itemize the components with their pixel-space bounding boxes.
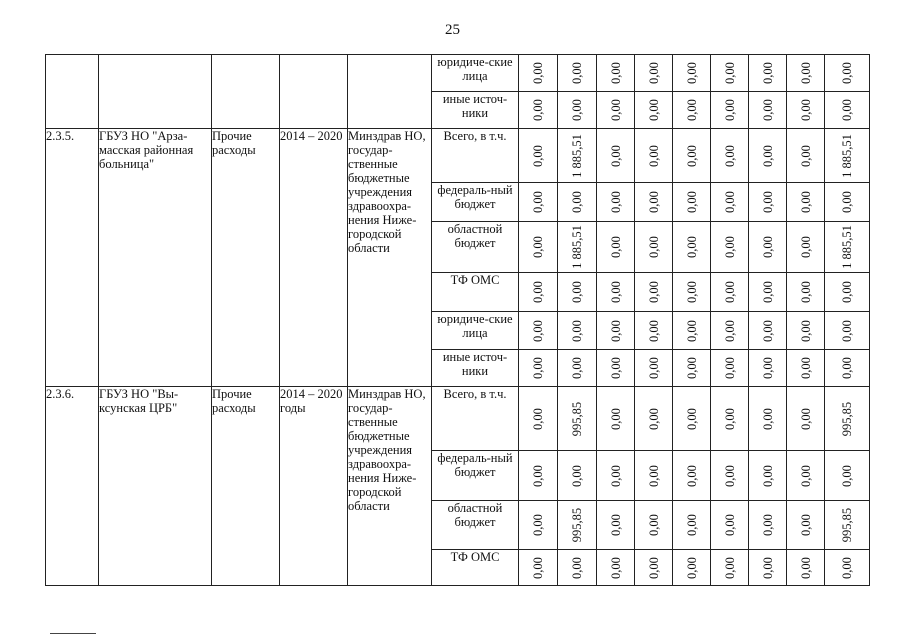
value-text: 0,00 (684, 62, 699, 84)
value-cell (519, 55, 558, 92)
value-cell (673, 273, 711, 312)
value-cell (825, 501, 870, 550)
value-cell (825, 451, 870, 501)
value-cell (787, 387, 825, 451)
value-text: 0,00 (608, 556, 623, 579)
value-text: 0,00 (531, 556, 545, 579)
funding-source: Всего, в т.ч. (432, 129, 519, 183)
organization-name: ГБУЗ НО "Арза-масская районная больница" (99, 129, 212, 387)
value-text: 1 885,51 (570, 225, 584, 269)
value-text: 0,00 (608, 236, 623, 258)
period: 2014 – 2020 (280, 129, 348, 387)
value-cell (558, 129, 597, 183)
value-cell (635, 350, 673, 387)
table-row (46, 387, 870, 451)
value-cell (635, 129, 673, 183)
value-text: 0,00 (684, 281, 699, 303)
value-cell (749, 55, 787, 92)
value-text: 0,00 (531, 464, 545, 487)
value-text: 0,00 (646, 191, 661, 213)
value-text: 0,00 (570, 357, 584, 379)
value-text: 0,00 (760, 357, 775, 379)
value-text: 0,00 (646, 357, 661, 379)
value-text: 0,00 (840, 281, 854, 303)
funding-source: юридиче-ские лица (432, 55, 519, 92)
value-cell (519, 92, 558, 129)
value-cell (673, 312, 711, 350)
value-text: 0,00 (760, 236, 775, 258)
value-text: 0,00 (531, 357, 545, 379)
value-cell (673, 222, 711, 273)
value-cell (597, 222, 635, 273)
empty-cell (212, 55, 280, 129)
value-cell (673, 183, 711, 222)
expense-type: Прочие расходы (212, 129, 280, 387)
value-text: 0,00 (722, 62, 737, 84)
value-text: 0,00 (570, 319, 584, 342)
value-text: 0,00 (684, 556, 699, 579)
value-text: 0,00 (798, 144, 813, 167)
value-cell (597, 350, 635, 387)
value-cell (749, 273, 787, 312)
value-cell (635, 501, 673, 550)
value-text: 0,00 (840, 62, 854, 84)
value-cell (519, 350, 558, 387)
value-cell (749, 92, 787, 129)
value-text: 995,85 (840, 401, 854, 436)
value-text: 0,00 (722, 319, 737, 342)
value-text: 0,00 (798, 62, 813, 84)
value-cell (749, 183, 787, 222)
value-text: 0,00 (531, 236, 545, 258)
value-text: 0,00 (570, 62, 584, 84)
value-text: 0,00 (798, 319, 813, 342)
value-cell (787, 222, 825, 273)
value-text: 0,00 (646, 281, 661, 303)
item-code: 2.3.5. (46, 129, 99, 387)
value-cell (673, 387, 711, 451)
value-cell (519, 222, 558, 273)
value-text: 0,00 (722, 144, 737, 167)
value-cell (711, 550, 749, 586)
value-text: 0,00 (798, 99, 813, 121)
value-text: 0,00 (722, 99, 737, 121)
value-text: 0,00 (722, 556, 737, 579)
value-cell (825, 183, 870, 222)
value-cell (519, 451, 558, 501)
value-text: 0,00 (608, 99, 623, 121)
value-cell (749, 387, 787, 451)
value-text: 0,00 (760, 281, 775, 303)
funding-source: областной бюджет (432, 222, 519, 273)
value-cell (519, 501, 558, 550)
value-text: 0,00 (722, 514, 737, 536)
empty-cell (99, 55, 212, 129)
value-cell (558, 451, 597, 501)
value-cell (711, 501, 749, 550)
value-text: 0,00 (760, 62, 775, 84)
value-text: 0,00 (722, 357, 737, 379)
value-cell (519, 183, 558, 222)
value-cell (749, 350, 787, 387)
value-cell (711, 55, 749, 92)
value-cell (635, 183, 673, 222)
value-cell (558, 350, 597, 387)
value-text: 0,00 (684, 319, 699, 342)
value-cell (749, 550, 787, 586)
empty-cell (348, 55, 432, 129)
value-text: 995,85 (570, 401, 584, 436)
value-text: 0,00 (840, 357, 854, 379)
value-text: 0,00 (760, 556, 775, 579)
value-cell (711, 183, 749, 222)
period: 2014 – 2020 годы (280, 387, 348, 586)
value-text: 0,00 (608, 281, 623, 303)
value-text: 0,00 (608, 357, 623, 379)
value-text: 0,00 (684, 99, 699, 121)
value-text: 1 885,51 (840, 133, 854, 178)
value-text: 0,00 (531, 191, 545, 213)
value-text: 0,00 (608, 191, 623, 213)
value-text: 0,00 (840, 191, 854, 213)
value-cell (519, 312, 558, 350)
value-cell (749, 129, 787, 183)
value-text: 0,00 (646, 514, 661, 536)
value-cell (597, 451, 635, 501)
value-text: 0,00 (760, 464, 775, 487)
value-text: 0,00 (646, 236, 661, 258)
value-cell (711, 312, 749, 350)
value-cell (787, 350, 825, 387)
value-text: 0,00 (722, 236, 737, 258)
value-text: 0,00 (608, 514, 623, 536)
value-text: 0,00 (760, 407, 775, 430)
value-cell (787, 183, 825, 222)
value-text: 1 885,51 (570, 133, 584, 178)
value-text: 995,85 (840, 507, 854, 543)
value-cell (749, 501, 787, 550)
value-cell (787, 501, 825, 550)
value-cell (558, 183, 597, 222)
value-cell (558, 92, 597, 129)
value-cell (825, 387, 870, 451)
value-cell (519, 129, 558, 183)
value-text: 0,00 (646, 62, 661, 84)
value-text: 0,00 (684, 464, 699, 487)
value-cell (635, 222, 673, 273)
value-text: 0,00 (760, 514, 775, 536)
value-cell (825, 273, 870, 312)
value-cell (635, 312, 673, 350)
funding-source: ТФ ОМС (432, 273, 519, 312)
value-cell (711, 273, 749, 312)
executor: Минздрав НО, государ-ственные бюджетные учреждения здравоохра-нения Ниже-городской области (348, 129, 432, 387)
value-cell (825, 222, 870, 273)
value-cell (673, 350, 711, 387)
footnote-divider (50, 633, 96, 634)
value-text: 0,00 (722, 464, 737, 487)
value-text: 0,00 (570, 191, 584, 213)
value-text: 0,00 (684, 407, 699, 430)
value-text: 0,00 (840, 319, 854, 342)
value-cell (558, 550, 597, 586)
value-text: 0,00 (646, 99, 661, 121)
value-cell (711, 129, 749, 183)
value-text: 0,00 (684, 514, 699, 536)
value-text: 0,00 (684, 144, 699, 167)
value-cell (711, 222, 749, 273)
executor: Минздрав НО, государ-ственные бюджетные учреждения здравоохра-нения Ниже-городской области (348, 387, 432, 586)
value-cell (749, 312, 787, 350)
funding-source: юридиче-ские лица (432, 312, 519, 350)
value-text: 0,00 (570, 464, 584, 487)
value-cell (597, 550, 635, 586)
value-text: 0,00 (798, 357, 813, 379)
value-text: 0,00 (531, 281, 545, 303)
value-text: 0,00 (760, 191, 775, 213)
value-cell (597, 183, 635, 222)
value-text: 0,00 (840, 556, 854, 579)
value-text: 0,00 (760, 99, 775, 121)
value-cell (825, 550, 870, 586)
value-cell (787, 55, 825, 92)
value-text: 0,00 (798, 407, 813, 430)
funding-source: иные источ-ники (432, 92, 519, 129)
value-cell (597, 129, 635, 183)
value-cell (597, 55, 635, 92)
value-cell (558, 222, 597, 273)
value-cell (825, 92, 870, 129)
value-cell (635, 387, 673, 451)
value-cell (558, 501, 597, 550)
value-text: 0,00 (722, 191, 737, 213)
value-text: 0,00 (798, 281, 813, 303)
value-text: 0,00 (722, 407, 737, 430)
value-cell (635, 550, 673, 586)
value-cell (825, 312, 870, 350)
value-text: 0,00 (531, 62, 545, 84)
value-text: 0,00 (531, 319, 545, 342)
value-text: 0,00 (608, 62, 623, 84)
value-text: 0,00 (608, 144, 623, 167)
value-cell (597, 312, 635, 350)
value-cell (635, 451, 673, 501)
value-text: 0,00 (646, 407, 661, 430)
value-cell (558, 312, 597, 350)
value-cell (673, 92, 711, 129)
value-text: 0,00 (570, 99, 584, 121)
value-cell (711, 350, 749, 387)
value-text: 0,00 (608, 464, 623, 487)
value-cell (787, 550, 825, 586)
value-cell (519, 387, 558, 451)
budget-table-body (46, 55, 870, 586)
value-cell (711, 387, 749, 451)
organization-name: ГБУЗ НО "Вы-ксунская ЦРБ" (99, 387, 212, 586)
value-text: 0,00 (840, 464, 854, 487)
value-text: 0,00 (570, 556, 584, 579)
value-cell (519, 273, 558, 312)
value-text: 0,00 (531, 514, 545, 536)
value-cell (597, 273, 635, 312)
funding-source: федераль-ный бюджет (432, 451, 519, 501)
funding-source: Всего, в т.ч. (432, 387, 519, 451)
empty-cell (280, 55, 348, 129)
value-cell (673, 451, 711, 501)
funding-source: областной бюджет (432, 501, 519, 550)
value-cell (787, 92, 825, 129)
value-cell (519, 550, 558, 586)
value-text: 0,00 (531, 99, 545, 121)
value-cell (787, 273, 825, 312)
value-text: 0,00 (531, 144, 545, 167)
value-cell (558, 273, 597, 312)
page-number: 25 (445, 22, 460, 38)
value-text: 0,00 (722, 281, 737, 303)
value-cell (825, 129, 870, 183)
budget-table (45, 54, 870, 586)
value-text: 0,00 (760, 144, 775, 167)
empty-cell (46, 55, 99, 129)
funding-source: иные источ-ники (432, 350, 519, 387)
item-code: 2.3.6. (46, 387, 99, 586)
value-cell (787, 312, 825, 350)
value-cell (597, 92, 635, 129)
value-cell (673, 129, 711, 183)
value-text: 0,00 (570, 281, 584, 303)
value-text: 1 885,51 (840, 225, 854, 269)
value-text: 0,00 (798, 514, 813, 536)
value-text: 0,00 (646, 556, 661, 579)
value-cell (787, 451, 825, 501)
value-text: 0,00 (646, 464, 661, 487)
value-cell (597, 387, 635, 451)
value-text: 0,00 (684, 357, 699, 379)
value-cell (673, 550, 711, 586)
value-text: 0,00 (760, 319, 775, 342)
value-text: 0,00 (608, 319, 623, 342)
value-text: 0,00 (684, 191, 699, 213)
expense-type: Прочие расходы (212, 387, 280, 586)
value-text: 0,00 (608, 407, 623, 430)
value-cell (711, 92, 749, 129)
value-cell (635, 55, 673, 92)
table-row (46, 55, 870, 92)
value-text: 0,00 (684, 236, 699, 258)
value-cell (673, 55, 711, 92)
value-text: 0,00 (798, 556, 813, 579)
value-cell (635, 273, 673, 312)
value-cell (711, 451, 749, 501)
value-text: 995,85 (570, 507, 584, 543)
value-text: 0,00 (798, 464, 813, 487)
value-cell (558, 55, 597, 92)
value-cell (787, 129, 825, 183)
value-text: 0,00 (646, 319, 661, 342)
value-text: 0,00 (531, 407, 545, 430)
value-text: 0,00 (798, 236, 813, 258)
value-cell (673, 501, 711, 550)
table-row (46, 129, 870, 183)
value-text: 0,00 (798, 191, 813, 213)
funding-source: ТФ ОМС (432, 550, 519, 586)
value-cell (825, 55, 870, 92)
value-text: 0,00 (840, 99, 854, 121)
value-cell (597, 501, 635, 550)
value-text: 0,00 (646, 144, 661, 167)
value-cell (635, 92, 673, 129)
value-cell (558, 387, 597, 451)
value-cell (749, 451, 787, 501)
funding-source: федераль-ный бюджет (432, 183, 519, 222)
value-cell (749, 222, 787, 273)
value-cell (825, 350, 870, 387)
